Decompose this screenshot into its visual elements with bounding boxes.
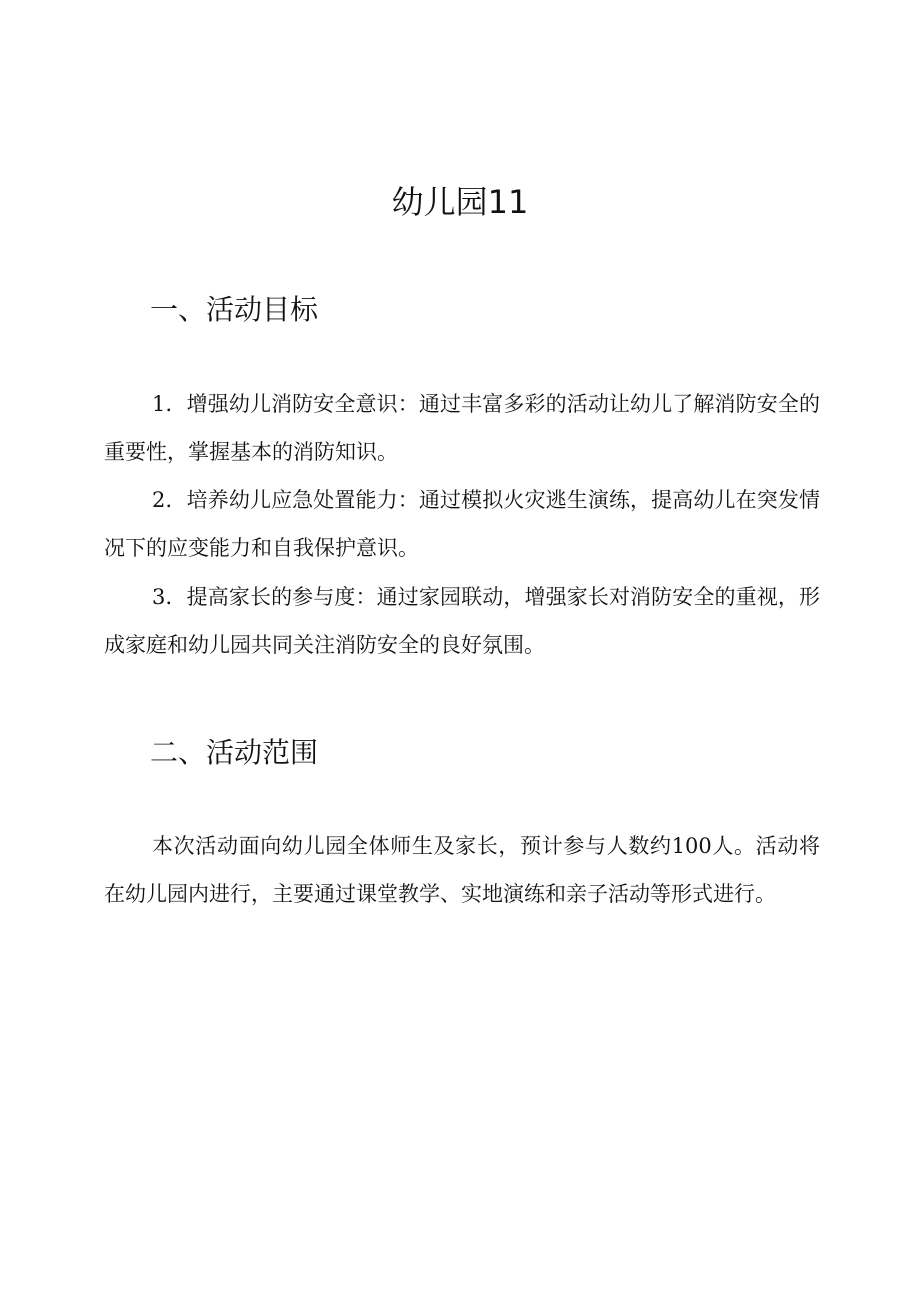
section-heading-scope: 二、活动范围 (150, 736, 319, 769)
goal-item-3: 3．提高家长的参与度：通过家园联动，增强家长对消防安全的重视，形成家庭和幼儿园共同关注消防安全的良好氛围。 (104, 585, 820, 657)
goal-item-1: 1．增强幼儿消防安全意识：通过丰富多彩的活动让幼儿了解消防安全的重要性，掌握基本的消防知识。 (104, 392, 820, 464)
document-title: 幼儿园11 (391, 183, 529, 221)
goal-item-2: 2．培养幼儿应急处置能力：通过模拟火灾逃生演练，提高幼儿在突发情况下的应变能力和自我保护意识。 (104, 488, 820, 560)
scope-paragraph: 本次活动面向幼儿园全体师生及家长，预计参与人数约100人。活动将在幼儿园内进行，主要通过课堂教学、实地演练和亲子活动等形式进行。 (104, 834, 820, 906)
section-heading-goals: 一、活动目标 (150, 293, 319, 326)
